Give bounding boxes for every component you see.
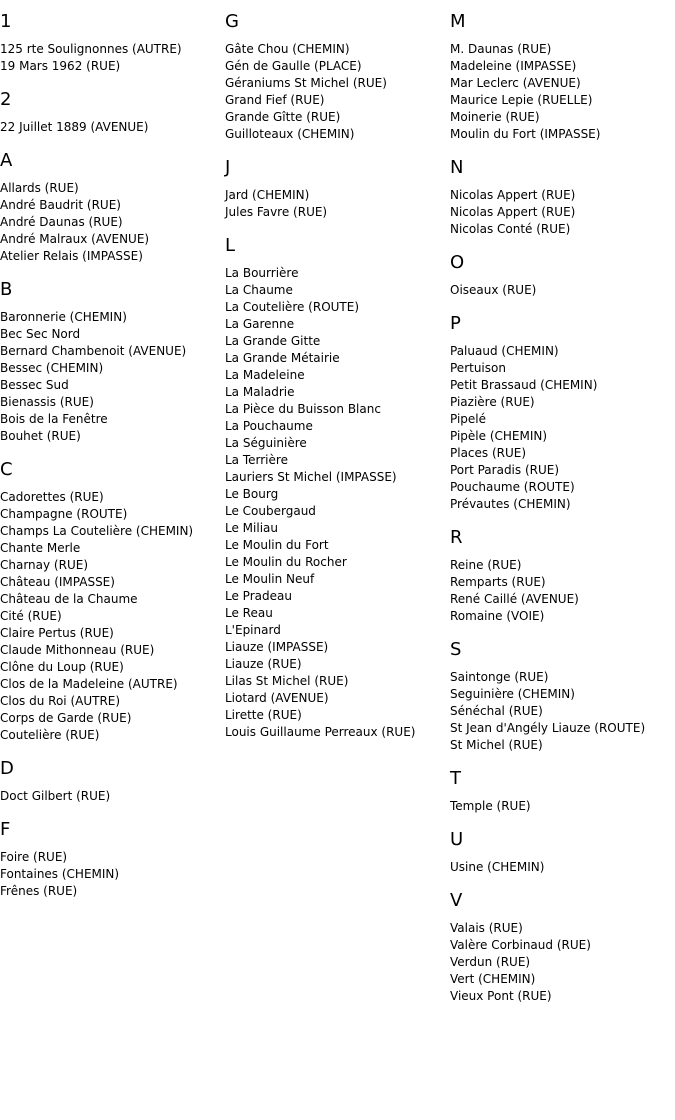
street-list — [0, 119, 220, 136]
section-letter-heading: R — [450, 527, 463, 548]
street-item: Pipelé — [450, 412, 487, 426]
street-item: Le Reau — [225, 606, 273, 620]
letter-section — [0, 445, 220, 744]
street-item: Liotard (AVENUE) — [225, 691, 329, 705]
street-item: Château (IMPASSE) — [0, 575, 115, 589]
street-item: Baronnerie (CHEMIN) — [0, 310, 127, 324]
letter-section — [0, 805, 220, 900]
section-letter-heading: B — [0, 279, 13, 300]
street-item: Foire (RUE) — [0, 850, 68, 864]
street-list — [450, 282, 675, 299]
street-item: Bessec (CHEMIN) — [0, 361, 104, 375]
letter-section — [0, 75, 220, 136]
street-item: Fontaines (CHEMIN) — [0, 867, 120, 881]
street-item: Atelier Relais (IMPASSE) — [0, 249, 143, 263]
street-item: Grande Gîtte (RUE) — [225, 110, 341, 124]
street-item: St Jean d'Angély Liauze (ROUTE) — [450, 721, 646, 735]
street-item: Gâte Chou (CHEMIN) — [225, 42, 350, 56]
street-item: M. Daunas (RUE) — [450, 42, 552, 56]
street-list — [0, 788, 220, 805]
street-item: Guilloteaux (CHEMIN) — [225, 127, 355, 141]
street-item: Clos de la Madeleine (AUTRE) — [0, 677, 178, 691]
letter-section — [450, 0, 675, 143]
letter-section — [450, 143, 675, 238]
street-item: André Daunas (RUE) — [0, 215, 123, 229]
section-letter-heading: G — [225, 11, 239, 32]
street-item: La Séguinière — [225, 436, 307, 450]
street-item: Madeleine (IMPASSE) — [450, 59, 577, 73]
street-item: Lauriers St Michel (IMPASSE) — [225, 470, 397, 484]
street-item: Nicolas Conté (RUE) — [450, 222, 571, 236]
letter-section — [0, 136, 220, 265]
street-item: 19 Mars 1962 (RUE) — [0, 59, 121, 73]
street-list — [450, 669, 675, 754]
section-letter-heading: A — [0, 150, 13, 171]
street-item: Port Paradis (RUE) — [450, 463, 560, 477]
street-item: Chante Merle — [0, 541, 81, 555]
street-item: Corps de Garde (RUE) — [0, 711, 132, 725]
letter-section — [0, 744, 220, 805]
street-list — [450, 557, 675, 625]
street-item: Bouhet (RUE) — [0, 429, 81, 443]
section-letter-heading: L — [225, 235, 236, 256]
letter-section — [450, 876, 675, 1005]
street-item: Champagne (ROUTE) — [0, 507, 128, 521]
street-item: Nicolas Appert (RUE) — [450, 205, 576, 219]
street-item: L'Epinard — [225, 623, 281, 637]
street-item: René Caillé (AVENUE) — [450, 592, 579, 606]
street-item: Valère Corbinaud (RUE) — [450, 938, 591, 952]
letter-section — [450, 754, 675, 815]
street-list — [225, 265, 447, 741]
street-item: La Bourrière — [225, 266, 299, 280]
section-letter-heading: C — [0, 459, 13, 480]
street-item: André Baudrit (RUE) — [0, 198, 121, 212]
street-item: Moulin du Fort (IMPASSE) — [450, 127, 601, 141]
street-item: Clos du Roi (AUTRE) — [0, 694, 121, 708]
street-list — [450, 798, 675, 815]
letter-section — [450, 299, 675, 513]
street-item: Gén de Gaulle (PLACE) — [225, 59, 362, 73]
letter-section — [450, 513, 675, 625]
street-item: La Grande Gitte — [225, 334, 321, 348]
street-item: La Chaume — [225, 283, 293, 297]
section-letter-heading: O — [450, 252, 465, 273]
street-item: Maurice Lepie (RUELLE) — [450, 93, 593, 107]
street-item: Prévautes (CHEMIN) — [450, 497, 571, 511]
street-item: Seguinière (CHEMIN) — [450, 687, 575, 701]
street-item: Bernard Chambenoit (AVENUE) — [0, 344, 187, 358]
letter-section — [0, 265, 220, 445]
street-item: Nicolas Appert (RUE) — [450, 188, 576, 202]
street-item: Coutelière (RUE) — [0, 728, 100, 742]
street-index-column-1 — [0, 0, 220, 900]
street-item: Reine (RUE) — [450, 558, 522, 572]
street-item: La Garenne — [225, 317, 295, 331]
street-item: 125 rte Soulignonnes (AUTRE) — [0, 42, 182, 56]
street-item: Cité (RUE) — [0, 609, 62, 623]
street-item: La Maladrie — [225, 385, 295, 399]
street-item: Le Moulin du Fort — [225, 538, 329, 552]
street-item: La Coutelière (ROUTE) — [225, 300, 360, 314]
street-list — [225, 187, 447, 221]
street-item: Usine (CHEMIN) — [450, 860, 545, 874]
street-item: Clône du Loup (RUE) — [0, 660, 124, 674]
street-item: Pertuison — [450, 361, 506, 375]
letter-section — [225, 221, 447, 741]
street-item: Louis Guillaume Perreaux (RUE) — [225, 725, 416, 739]
street-item: La Terrière — [225, 453, 288, 467]
street-list — [450, 343, 675, 513]
street-item: Pipèle (CHEMIN) — [450, 429, 548, 443]
street-list — [0, 309, 220, 445]
letter-section — [450, 815, 675, 876]
street-item: Vieux Pont (RUE) — [450, 989, 552, 1003]
street-item: Moinerie (RUE) — [450, 110, 540, 124]
street-item: Le Pradeau — [225, 589, 292, 603]
street-list — [450, 41, 675, 143]
street-item: La Pièce du Buisson Blanc — [225, 402, 381, 416]
street-list — [0, 180, 220, 265]
street-item: Le Moulin Neuf — [225, 572, 315, 586]
street-list — [450, 859, 675, 876]
street-item: André Malraux (AVENUE) — [0, 232, 150, 246]
street-item: Le Moulin du Rocher — [225, 555, 347, 569]
street-item: Bessec Sud — [0, 378, 69, 392]
street-item: Géraniums St Michel (RUE) — [225, 76, 387, 90]
street-item: Mar Leclerc (AVENUE) — [450, 76, 581, 90]
street-item: Verdun (RUE) — [450, 955, 531, 969]
letter-section — [225, 143, 447, 221]
street-item: Saintonge (RUE) — [450, 670, 549, 684]
street-item: Claude Mithonneau (RUE) — [0, 643, 155, 657]
street-item: Lirette (RUE) — [225, 708, 302, 722]
street-item: Grand Fief (RUE) — [225, 93, 325, 107]
street-list — [450, 920, 675, 1005]
section-letter-heading: U — [450, 829, 464, 850]
street-item: Allards (RUE) — [0, 181, 79, 195]
street-item: Sénéchal (RUE) — [450, 704, 543, 718]
section-letter-heading: J — [225, 157, 231, 178]
street-item: La Madeleine — [225, 368, 305, 382]
street-item: Le Bourg — [225, 487, 279, 501]
section-letter-heading: P — [450, 313, 461, 334]
letter-section — [225, 0, 447, 143]
street-item: Lilas St Michel (RUE) — [225, 674, 349, 688]
street-item: La Pouchaume — [225, 419, 313, 433]
street-item: Bienassis (RUE) — [0, 395, 94, 409]
street-item: Château de la Chaume — [0, 592, 138, 606]
section-letter-heading: F — [0, 819, 11, 840]
street-item: Jules Favre (RUE) — [225, 205, 328, 219]
street-item: Liauze (RUE) — [225, 657, 302, 671]
section-letter-heading: V — [450, 890, 463, 911]
street-item: La Grande Métairie — [225, 351, 340, 365]
street-item: Le Coubergaud — [225, 504, 316, 518]
street-item: Pouchaume (ROUTE) — [450, 480, 575, 494]
street-item: Jard (CHEMIN) — [225, 188, 310, 202]
street-item: Doct Gilbert (RUE) — [0, 789, 111, 803]
street-item: Temple (RUE) — [450, 799, 531, 813]
street-list — [225, 41, 447, 143]
street-item: Cadorettes (RUE) — [0, 490, 104, 504]
street-index-column-2 — [225, 0, 447, 741]
street-item: Valais (RUE) — [450, 921, 523, 935]
street-item: Petit Brassaud (CHEMIN) — [450, 378, 598, 392]
street-item: Oiseaux (RUE) — [450, 283, 537, 297]
section-letter-heading: M — [450, 11, 466, 32]
section-letter-heading: 1 — [0, 11, 12, 32]
street-item: Bois de la Fenêtre — [0, 412, 108, 426]
letter-section — [450, 238, 675, 299]
street-item: Charnay (RUE) — [0, 558, 89, 572]
section-letter-heading: D — [0, 758, 14, 779]
section-letter-heading: 2 — [0, 89, 12, 110]
street-item: Vert (CHEMIN) — [450, 972, 536, 986]
letter-section — [450, 625, 675, 754]
street-item: Frênes (RUE) — [0, 884, 78, 898]
street-item: Romaine (VOIE) — [450, 609, 545, 623]
section-letter-heading: T — [450, 768, 461, 789]
street-item: Places (RUE) — [450, 446, 527, 460]
street-index-column-3 — [450, 0, 675, 1005]
street-item: St Michel (RUE) — [450, 738, 543, 752]
street-item: Paluaud (CHEMIN) — [450, 344, 559, 358]
street-list — [450, 187, 675, 238]
street-item: Bec Sec Nord — [0, 327, 81, 341]
street-item: Liauze (IMPASSE) — [225, 640, 329, 654]
street-list — [0, 41, 220, 75]
section-letter-heading: S — [450, 639, 462, 660]
street-item: Le Miliau — [225, 521, 278, 535]
street-list — [0, 489, 220, 744]
street-item: 22 Juillet 1889 (AVENUE) — [0, 120, 149, 134]
letter-section — [0, 0, 220, 75]
street-item: Piazière (RUE) — [450, 395, 535, 409]
street-item: Claire Pertus (RUE) — [0, 626, 114, 640]
street-item: Remparts (RUE) — [450, 575, 546, 589]
street-item: Champs La Coutelière (CHEMIN) — [0, 524, 194, 538]
section-letter-heading: N — [450, 157, 464, 178]
street-list — [0, 849, 220, 900]
